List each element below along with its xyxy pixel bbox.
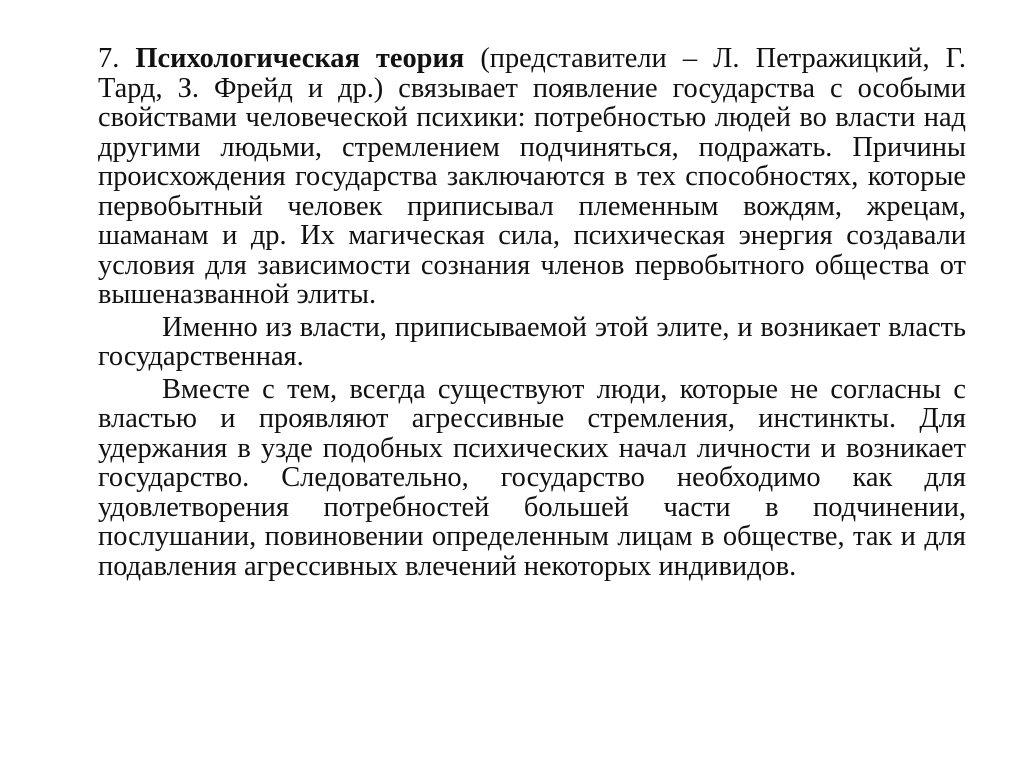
paragraph-state-power [98,313,966,372]
text-body [98,44,966,581]
paragraph-aggressive-instincts [98,375,966,582]
paragraph-number: 7. [98,43,120,74]
paragraph-text: (представители – Л. Петражицкий, Г. Тард, З. Фрейд и др.) связывает появление государства с особыми свойствами человеческой психики: потребностью людей во власти над другими людьми, стремлением подчиняться, подражать. Причины происхождения государства заключаются в тех способностях, которые первобытный человек приписывал племенным вождям, жрецам, шаманам и др. Их магическая сила, психическая энергия создавали условия для зависимости сознания членов первобытного общества от вышеназванной элиты. [98,43,966,310]
paragraph-text: Вместе с тем, всегда существуют люди, которые не согласны с властью и проявляют агрессивные стремления, инстинкты. Для удержания в узде подобных психических начал личности и возникает государство. Следовательно, государство необходимо как для удовлетворения потребностей большей части в подчинении, послушании, повиновении определенным лицам в обществе, так и для подавления агрессивных влечений некоторых индивидов. [98,373,966,582]
paragraph-psychological-theory [98,44,966,310]
theory-title: Психологическая теория [135,43,465,74]
paragraph-text: Именно из власти, приписываемой этой элите, и возникает власть государственная. [98,311,966,372]
